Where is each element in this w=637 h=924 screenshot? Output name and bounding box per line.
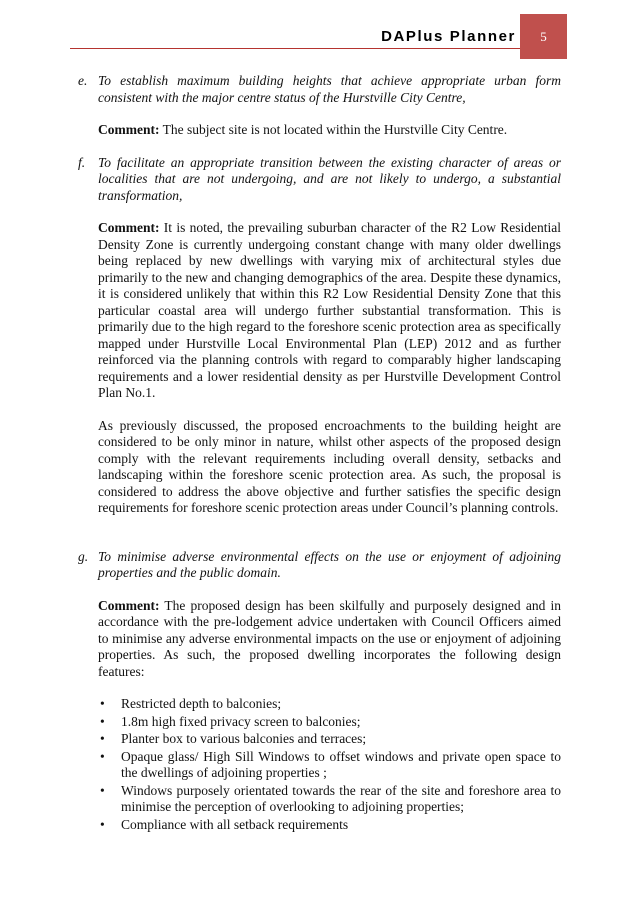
comment-label: Comment: — [98, 597, 160, 613]
header-brand: DAPlus Planner — [381, 28, 516, 45]
list-item: • 1.8m high fixed privacy screen to balconies; — [100, 713, 361, 729]
comment-text: It is noted, the prevailing suburban character of the R2 Low Residential Density Zone is currently undergoing constant change with many older dwellings being replaced by new dwellings with varying mix of architectural styles due primarily to the new and changing demographics of the area. Despite these dynamics, it is considered unlikely that within this R2 Low Residential Density Zone that this particular coastal area will undergo further substantial transformation. This is primarily due to the high regard to the foreshore scenic protection area as specifically mapped under Hurstville Local Environmental Plan (LEP) 2012 and as further reinforced via the planning controls with regard to comparably higher landscaping requirements and a lower residential density as per Hurstville Development Control Plan No.1. — [98, 220, 561, 400]
bullet-icon: • — [100, 731, 105, 746]
objective-item-g — [78, 549, 561, 834]
item-letter: e. — [78, 73, 88, 88]
objective-item-e — [78, 73, 561, 139]
objective-text: To establish maximum building heights that achieve appropriate urban form consistent with the major centre status of the Hurstville City Centre, — [98, 73, 561, 105]
list-item: • Windows purposely orientated towards the rear of the site and foreshore area to minimise the perception of overlooking to adjoining properties; — [100, 782, 561, 814]
comment-paragraph — [98, 220, 561, 402]
list-item: • Compliance with all setback requirements — [100, 816, 349, 832]
objective-text: To facilitate an appropriate transition between the existing character of areas or localities that are not undergoing, and are not likely to undergo, a substantial transformation, — [98, 154, 561, 203]
comment-label: Comment: — [98, 122, 160, 137]
document-body — [78, 73, 561, 834]
comment-paragraph — [98, 598, 561, 681]
objective-text: To minimise adverse environmental effects on the use or enjoyment of adjoining properties and the public domain. — [98, 548, 561, 580]
item-letter: g. — [78, 548, 89, 564]
page-number: 5 — [540, 28, 547, 44]
list-item: • Restricted depth to balconies; — [100, 696, 282, 711]
bullet-icon: • — [100, 713, 105, 729]
comment-label: Comment: — [98, 220, 160, 235]
header-rule — [70, 48, 520, 49]
bullet-icon: • — [100, 748, 105, 764]
bullet-icon: • — [100, 696, 105, 711]
bullet-icon: • — [100, 782, 105, 798]
comment-text: The proposed design has been skilfully and purposely designed and in accordance with the pre-lodgement advice undertaken with Council Officers aimed to minimise any adverse environmental impacts on the use or enjoyment of adjoining properties. As such, the proposed dwelling incorporates the following design features: — [98, 597, 561, 679]
list-item: • Planter box to various balconies and terraces; — [100, 731, 367, 746]
objective-item-f — [78, 155, 561, 517]
comment-paragraph — [98, 122, 561, 139]
bullet-icon: • — [100, 816, 105, 832]
item-letter: f. — [78, 154, 86, 170]
body-paragraph: As previously discussed, the proposed encroachments to the building height are considered to be only minor in nature, whilst other aspects of the proposed design comply with the relevant requirements including overall density, setbacks and landscaping within the foreshore scenic protection area. As such, the proposal is considered to address the above objective and further satisfies the specific design requirements for foreshore scenic protection areas under Council’s planning controls. — [98, 417, 561, 515]
page-number-box — [520, 14, 567, 59]
comment-text: The subject site is not located within the Hurstville City Centre. — [159, 122, 508, 137]
design-features-list — [98, 696, 561, 833]
list-item: • Opaque glass/ High Sill Windows to offset windows and private open space to the dwellings of adjoining properties ; — [100, 748, 561, 780]
